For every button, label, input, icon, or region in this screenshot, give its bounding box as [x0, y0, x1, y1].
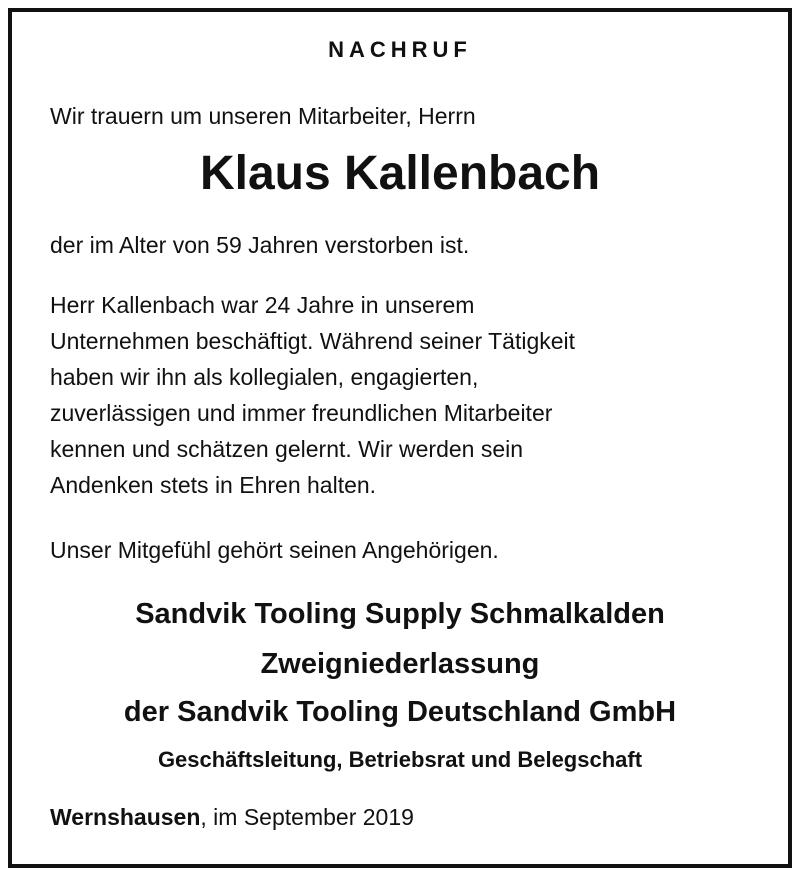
signatories: Geschäftsleitung, Betriebsrat und Belegschaft — [157, 747, 643, 772]
intro-text: Wir trauern um unseren Mitarbeiter, Herrn — [50, 103, 476, 129]
tribute-line: kennen und schätzen gelernt. Wir werden sein — [50, 436, 524, 462]
tribute-line: zuverlässigen und immer freundlichen Mitarbeiter — [50, 400, 553, 426]
company-name: Sandvik Tooling Supply Schmalkalden — [135, 598, 665, 630]
place-date — [50, 804, 414, 831]
date: , im September 2019 — [200, 804, 414, 830]
tribute-line: Unternehmen beschäftigt. Während seiner Tätigkeit — [50, 328, 576, 354]
tribute-line: haben wir ihn als kollegialen, engagierten, — [50, 364, 479, 390]
age-text: der im Alter von 59 Jahren verstorben ist. — [50, 232, 470, 258]
tribute-line: Herr Kallenbach war 24 Jahre in unserem — [50, 292, 475, 318]
deceased-name: Klaus Kallenbach — [199, 147, 601, 200]
parent-company: der Sandvik Tooling Deutschland GmbH — [123, 696, 677, 728]
tribute-line: Andenken stets in Ehren halten. — [50, 472, 377, 498]
tribute-paragraph — [50, 287, 575, 503]
notice-heading: NACHRUF — [328, 37, 472, 62]
sympathy-text: Unser Mitgefühl gehört seinen Angehörigen. — [50, 537, 499, 563]
place: Wernshausen — [50, 804, 201, 830]
company-branch: Zweigniederlassung — [260, 648, 540, 680]
